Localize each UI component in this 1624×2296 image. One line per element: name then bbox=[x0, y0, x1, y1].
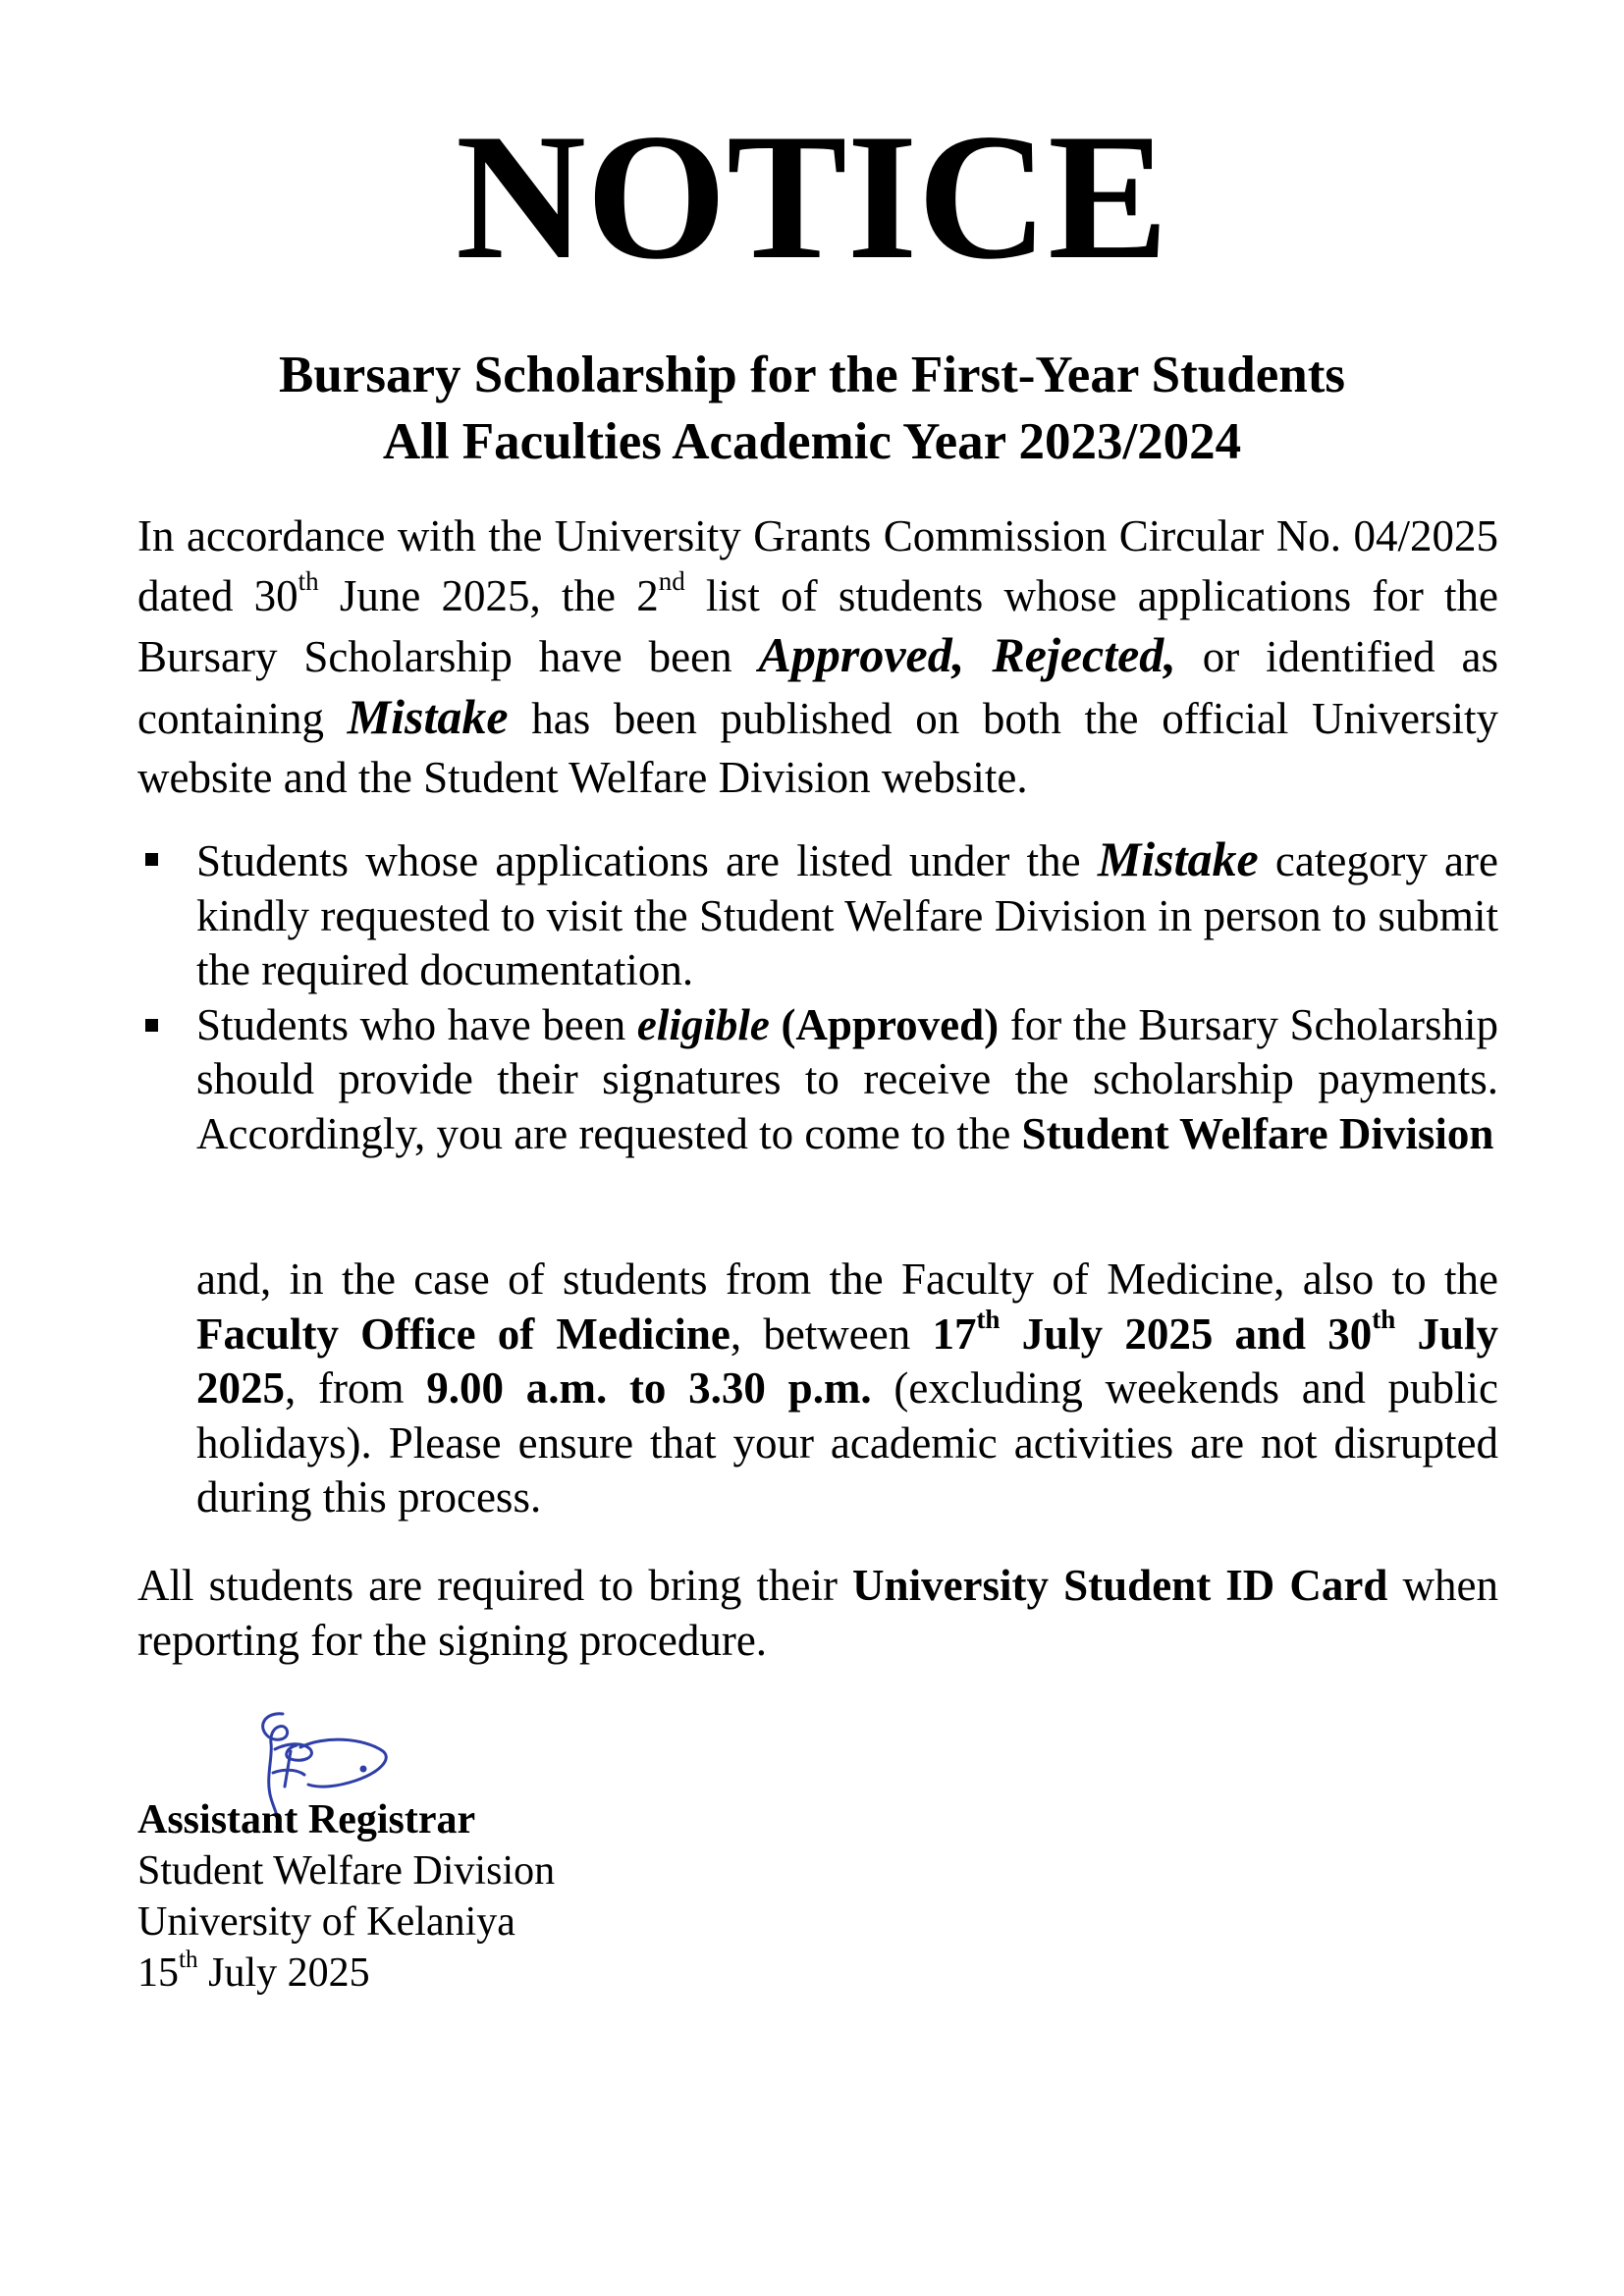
list-item: Students who have been eligible (Approved) for the Bursary Scholarship should provide their signatures to receive the scholarship payments. Accordingly, you are requested to come to the Student Welfare Division bbox=[137, 998, 1498, 1162]
signatory-university: University of Kelaniya bbox=[137, 1899, 515, 1945]
notice-date: 15th July 2025 bbox=[137, 1947, 370, 1996]
square-bullet-icon bbox=[145, 853, 158, 866]
approved-label: Approved bbox=[758, 627, 952, 682]
intro-paragraph: In accordance with the University Grants Commission Circular No. 04/2025 dated 30th June 2025, the 2nd list of students whose applications for the Bursary Scholarship have been Approved, Rejected, or identified as containing Mistake has been published on both the official University website and the Student Welfare Division website. bbox=[137, 511, 1498, 802]
mistake-label: Mistake bbox=[347, 688, 509, 744]
signatory-role: Assistant Registrar bbox=[137, 1797, 476, 1842]
signatory-division: Student Welfare Division bbox=[137, 1848, 556, 1894]
subtitle-line-2: All Faculties Academic Year 2023/2024 bbox=[382, 413, 1242, 470]
instruction-list bbox=[137, 832, 1498, 1161]
rejected-label: Rejected, bbox=[992, 627, 1176, 682]
page-title: NOTICE bbox=[456, 96, 1168, 296]
continuation-paragraph: and, in the case of students from the Faculty of Medicine, also to the Faculty Office of Medicine, between 17th July 2025 and 30th July 2025, from 9.00 a.m. to 3.30 p.m. (excluding weekends and public holidays). Please ensure that your academic activities are not disrupted during this process. bbox=[196, 1255, 1499, 1522]
list-item: Students whose applications are listed under the Mistake category are kindly requested to visit the Student Welfare Division in person to submit the required documentation. bbox=[137, 832, 1498, 998]
closing-paragraph: All students are required to bring their University Student ID Card when reporting for the signing procedure. bbox=[137, 1561, 1498, 1665]
square-bullet-icon bbox=[145, 1019, 158, 1032]
notice-subtitle bbox=[0, 342, 1624, 475]
signatory-block bbox=[137, 1794, 555, 1999]
subtitle-line-1: Bursary Scholarship for the First-Year Students bbox=[278, 347, 1346, 403]
